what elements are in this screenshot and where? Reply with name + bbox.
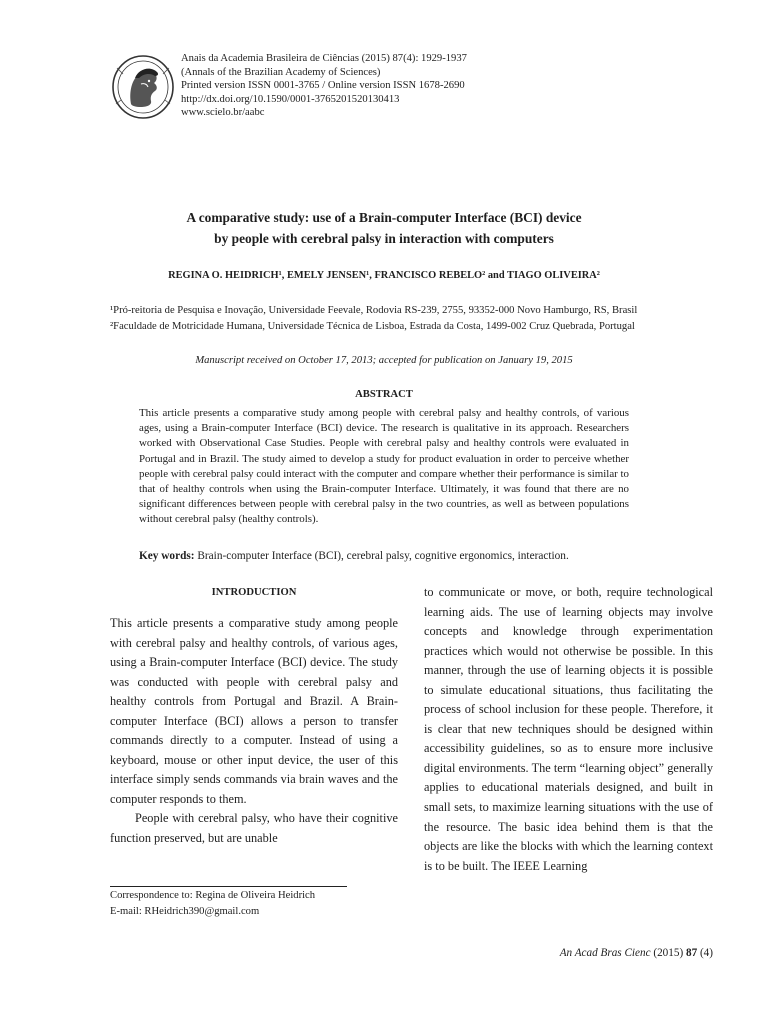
paper-title xyxy=(110,207,658,249)
keywords-list: Brain-computer Interface (BCI), cerebral palsy, cognitive ergonomics, interaction. xyxy=(197,550,569,562)
footer-journal: An Acad Bras Cienc xyxy=(559,947,651,959)
author-list: REGINA O. HEIDRICH¹, EMELY JENSEN¹, FRANCISCO REBELO² and TIAGO OLIVEIRA² xyxy=(168,270,600,281)
keywords-label: Key words: xyxy=(139,550,195,562)
title-line: by people with cerebral palsy in interaction with computers xyxy=(214,231,554,246)
website-link[interactable]: www.scielo.br/aabc xyxy=(181,107,265,119)
manuscript-dates: Manuscript received on October 17, 2013; accepted for publication on January 19, 2015 xyxy=(195,355,573,366)
affiliation-1: ¹Pró-reitoria de Pesquisa e Inovação, Universidade Feevale, Rodovia RS-239, 2755, 93352-000 Novo Hamburgo, RS, Brasil xyxy=(110,305,638,316)
left-column xyxy=(110,614,398,848)
correspondence-email[interactable]: E-mail: RHeidrich390@gmail.com xyxy=(110,905,260,917)
title-line: A comparative study: use of a Brain-computer Interface (BCI) device xyxy=(186,210,582,225)
abstract-text: This article presents a comparative study among people with cerebral palsy and healthy controls, of various ages, using a Brain-computer Interface (BCI) device. The research is qualitative in its approach. Researchers worked with Observational Case Studies. People with cerebral palsy and healthy controls were evaluated in Portugal and in Brazil. The study aimed to develop a study for product evaluation in order to perceive whether people with cerebral palsy could interact with the computer and compare whether their performance is similar to that of healthy controls when using the Brain-computer Interface. Ultimately, it was found that there are no significant differences between people with cerebral palsy in the two countries, as well as between populations without cerebral palsy (healthy controls). xyxy=(139,407,629,526)
intro-paragraph-1: This article presents a comparative study among people with cerebral palsy and healthy controls, of various ages, using a Brain-computer Interface (BCI) device. The study was conducted with people with cerebral palsy and healthy controls from Portugal and Brazil. A Brain-computer Interface (BCI) allows a person to transfer commands directly to a computer. Instead of using a keyboard, mouse or other input device, the user of this interface simply sends commands via brain waves and the computer responds to them. xyxy=(110,616,398,806)
keywords xyxy=(139,550,659,562)
academy-seal-logo xyxy=(111,54,175,120)
introduction-heading: INTRODUCTION xyxy=(211,587,297,598)
abstract-heading: ABSTRACT xyxy=(355,389,413,400)
header-line: Printed version ISSN 0001-3765 / Online version ISSN 1678-2690 xyxy=(181,80,465,92)
footnote-divider xyxy=(110,886,347,887)
correspondence-note xyxy=(110,888,315,919)
affiliations xyxy=(110,303,708,334)
page-footer xyxy=(480,947,713,959)
header-line: (Annals of the Brazilian Academy of Sciences) xyxy=(181,66,381,78)
header-line: Anais da Academia Brasileira de Ciências (2015) 87(4): 1929-1937 xyxy=(181,53,467,64)
journal-header xyxy=(181,52,467,120)
footer-issue: (4) xyxy=(699,947,713,959)
footer-volume: 87 xyxy=(685,947,698,959)
correspondence-name: Correspondence to: Regina de Oliveira Heidrich xyxy=(110,890,316,901)
intro-paragraph-2: People with cerebral palsy, who have their cognitive function preserved, but are unable xyxy=(110,811,398,845)
right-column xyxy=(424,583,713,876)
footer-year: (2015) xyxy=(653,947,684,959)
intro-paragraph-continued: to communicate or move, or both, require technological learning aids. The use of learning objects may involve concepts and knowledge through experimentation practices which would not otherwise be possible. In this manner, through the use of learning objects it is possible to simulate educational situations, thus facilitating the process of school inclusion for these people. Therefore, it is clear that new techniques should be designed within accessibility guidelines, so as to ensure more inclusive digital environments. The term “learning object” generally applies to educational materials designed, and built in small sets, to maximize learning situations with the use of the resource. The basic idea behind them is that the objects are like the blocks with which the learning context is to be built. The IEEE Learning xyxy=(424,585,713,873)
doi-link[interactable]: http://dx.doi.org/10.1590/0001-3765201520130413 xyxy=(181,93,400,105)
affiliation-2: ²Faculdade de Motricidade Humana, Universidade Técnica de Lisboa, Estrada da Costa, 1499-002 Cruz Quebrada, Portugal xyxy=(110,320,635,332)
